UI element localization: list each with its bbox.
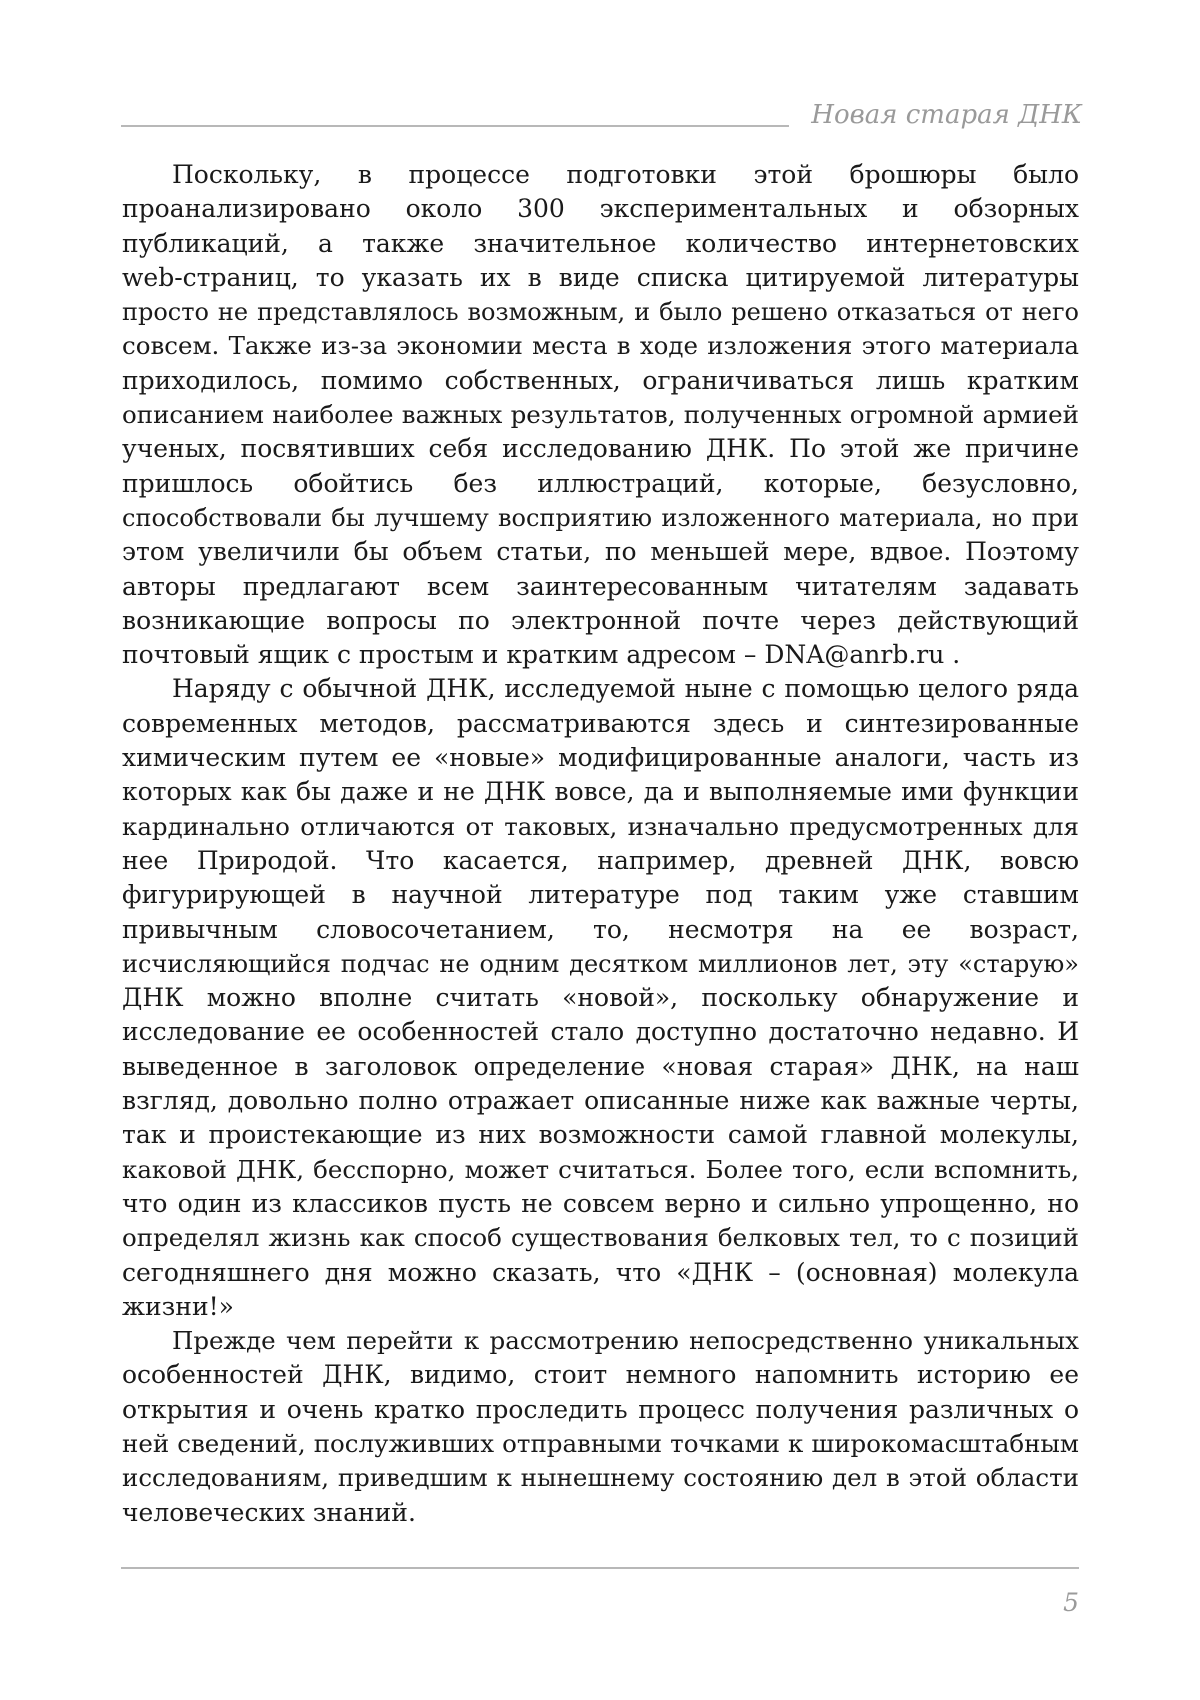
text-line: почтовый ящик с простым и кратким адресом – DNA@anrb.ru .	[122, 640, 961, 670]
paragraph-3	[122, 1324, 1079, 1530]
text-line: этом увеличили бы объем статьи, по меньшей мере, вдвое. Поэтому	[122, 537, 1079, 567]
text-line: исследование ее особенностей стало доступно достаточно недавно. И	[122, 1017, 1079, 1047]
text-line: так и проистекающие из них возможности самой главной молекулы,	[122, 1120, 1079, 1150]
text-line: пришлось обойтись без иллюстраций, которые, безусловно,	[122, 468, 1079, 498]
text-line: приходилось, помимо собственных, ограничиваться лишь кратким	[122, 365, 1079, 395]
text-line: кардинально отличаются от таковых, изначально предусмотренных для	[122, 811, 1079, 841]
text-line: описанием наиболее важных результатов, полученных огромной армией	[122, 400, 1079, 430]
text-line: что один из классиков пусть не совсем верно и сильно упрощенно, но	[122, 1188, 1079, 1218]
text-line: жизни!»	[122, 1291, 234, 1321]
paragraph-1	[122, 158, 1079, 672]
text-line: ней сведений, послуживших отправными точками к широкомасштабным	[122, 1428, 1079, 1458]
text-line: web-страниц, то указать их в виде списка цитируемой литературы	[122, 262, 1079, 292]
text-line: совсем. Также из-за экономии места в ходе изложения этого материала	[122, 331, 1079, 361]
header-rule	[121, 125, 789, 127]
text-line: нее Природой. Что касается, например, древней ДНК, вовсю	[122, 845, 1079, 875]
text-line: взгляд, довольно полно отражает описанные ниже как важные черты,	[122, 1086, 1079, 1116]
text-line: которых как бы даже и не ДНК вовсе, да и выполняемые ими функции	[122, 777, 1079, 807]
text-line: определял жизнь как способ существования белковых тел, то с позиций	[122, 1223, 1079, 1253]
text-line: каковой ДНК, бесспорно, может считаться. Более того, если вспомнить,	[122, 1154, 1079, 1184]
text-line: особенностей ДНК, видимо, стоит немного напомнить историю ее	[122, 1360, 1079, 1390]
text-line: открытия и очень кратко проследить процесс получения различных о	[122, 1394, 1079, 1424]
running-title: Новая старая ДНК	[811, 100, 1082, 130]
footer-rule	[121, 1567, 1079, 1569]
text-line: ученых, посвятивших себя исследованию ДНК. По этой же причине	[122, 434, 1079, 464]
text-line: способствовали бы лучшему восприятию изложенного материала, но при	[122, 503, 1079, 532]
text-line: современных методов, рассматриваются здесь и синтезированные	[122, 708, 1079, 738]
text-line: Прежде чем перейти к рассмотрению непосредственно уникальных	[172, 1326, 1079, 1356]
text-line: Наряду с обычной ДНК, исследуемой ныне с помощью целого ряда	[172, 674, 1079, 704]
text-line: фигурирующей в научной литературе под таким уже ставшим	[122, 880, 1079, 910]
text-line: исследованиям, приведшим к нынешнему состоянию дел в этой области	[122, 1463, 1079, 1493]
text-line: авторы предлагают всем заинтересованным читателям задавать	[122, 571, 1079, 601]
text-line: сегодняшнего дня можно сказать, что «ДНК – (основная) молекула	[122, 1257, 1079, 1287]
paragraph-2	[122, 672, 1079, 1324]
body-text	[122, 158, 1079, 1530]
text-line: химическим путем ее «новые» модифицированные аналоги, часть из	[122, 743, 1079, 773]
text-line: выведенное в заголовок определение «новая старая» ДНК, на наш	[122, 1051, 1079, 1081]
text-line: Поскольку, в процессе подготовки этой брошюры было	[172, 160, 1079, 189]
text-line: проанализировано около 300 экспериментальных и обзорных	[122, 194, 1079, 224]
text-line: возникающие вопросы по электронной почте через действующий	[122, 605, 1079, 635]
text-line: привычным словосочетанием, то, несмотря на ее возраст,	[122, 914, 1079, 944]
text-line: публикаций, а также значительное количество интернетовских	[122, 228, 1079, 258]
text-line: исчисляющийся подчас не одним десятком миллионов лет, эту «старую»	[122, 949, 1079, 978]
page-number: 5	[1063, 1588, 1079, 1617]
text-line: человеческих знаний.	[122, 1497, 416, 1527]
text-line: просто не представлялось возможным, и было решено отказаться от него	[122, 298, 1079, 327]
text-line: ДНК можно вполне считать «новой», поскольку обнаружение и	[122, 983, 1079, 1013]
